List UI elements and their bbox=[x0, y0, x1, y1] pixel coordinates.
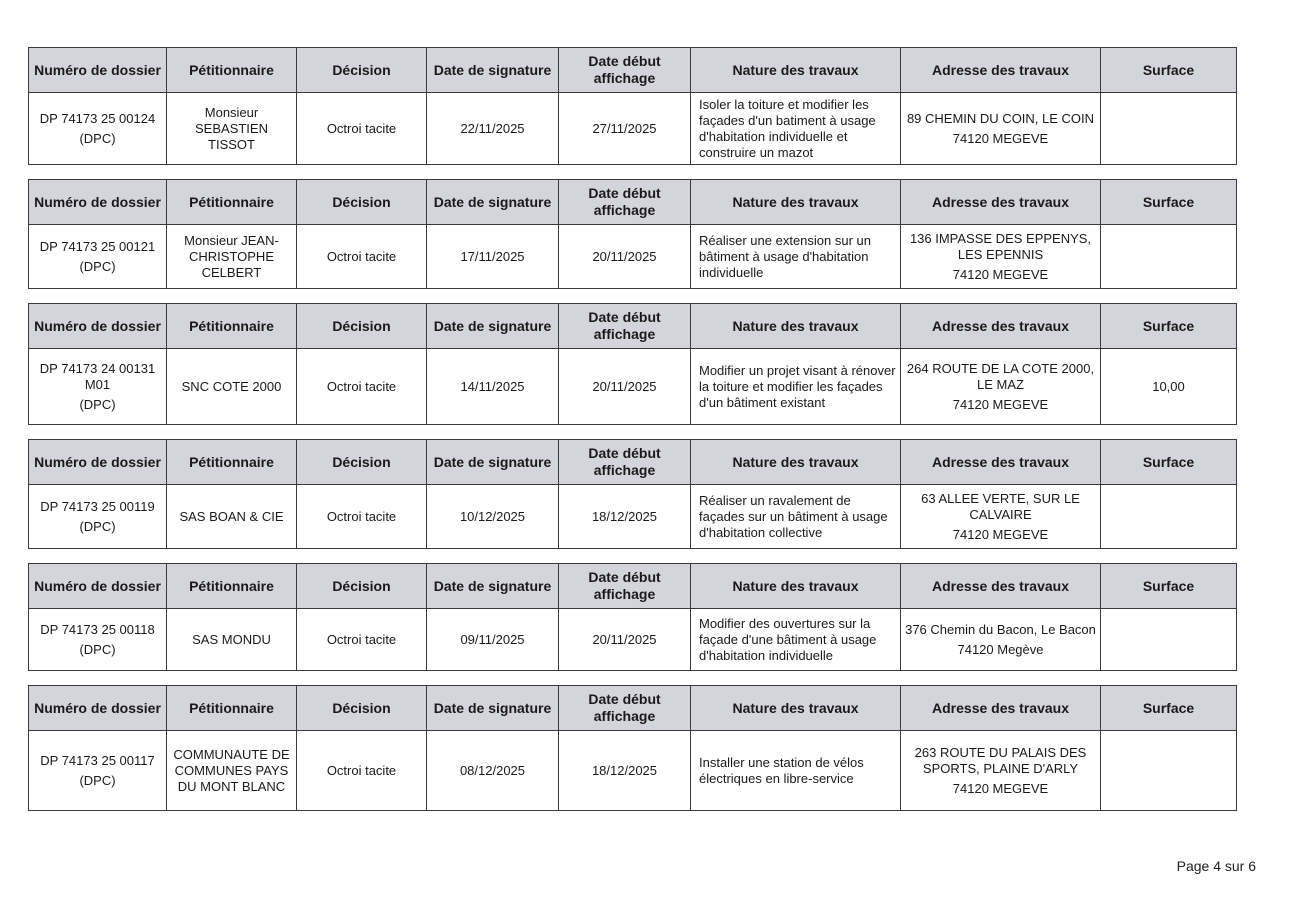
header-date-signature: Date de signature bbox=[427, 304, 559, 349]
cell-nature: Réaliser un ravalement de façades sur un bâtiment à usage d'habitation collective bbox=[691, 485, 901, 549]
header-nature: Nature des travaux bbox=[691, 180, 901, 225]
header-nature: Nature des travaux bbox=[691, 48, 901, 93]
cell-surface: 10,00 bbox=[1101, 349, 1237, 425]
cell-nature: Isoler la toiture et modifier les façades d'un batiment à usage d'habitation individuelle et construire un mazot bbox=[691, 93, 901, 165]
header-nature: Nature des travaux bbox=[691, 440, 901, 485]
cell-date-affichage: 20/11/2025 bbox=[559, 225, 691, 289]
cell-numero bbox=[29, 349, 167, 425]
cell-numero bbox=[29, 225, 167, 289]
header-surface: Surface bbox=[1101, 304, 1237, 349]
cell-decision: Octroi tacite bbox=[297, 731, 427, 811]
header-petitionnaire: Pétitionnaire bbox=[167, 686, 297, 731]
address-city: 74120 MEGEVE bbox=[952, 266, 1049, 282]
address-street: 263 ROUTE DU PALAIS DES SPORTS, PLAINE D'ARLY bbox=[914, 744, 1087, 776]
header-date-affichage: Date début affichage bbox=[559, 686, 691, 731]
header-date-signature: Date de signature bbox=[427, 440, 559, 485]
header-date-affichage: Date début affichage bbox=[559, 48, 691, 93]
header-nature: Nature des travaux bbox=[691, 304, 901, 349]
header-nature: Nature des travaux bbox=[691, 686, 901, 731]
header-decision: Décision bbox=[297, 180, 427, 225]
address-city: 74120 MEGEVE bbox=[952, 780, 1049, 796]
cell-date-signature: 17/11/2025 bbox=[427, 225, 559, 289]
header-surface: Surface bbox=[1101, 686, 1237, 731]
table-row bbox=[29, 731, 1237, 811]
cell-surface bbox=[1101, 731, 1237, 811]
header-date-affichage: Date début affichage bbox=[559, 440, 691, 485]
table-row bbox=[29, 609, 1237, 671]
header-petitionnaire: Pétitionnaire bbox=[167, 564, 297, 609]
header-row bbox=[29, 180, 1237, 225]
address-street: 89 CHEMIN DU COIN, LE COIN bbox=[906, 110, 1095, 126]
header-date-signature: Date de signature bbox=[427, 180, 559, 225]
record-table bbox=[28, 685, 1237, 811]
cell-decision: Octroi tacite bbox=[297, 93, 427, 165]
record-table bbox=[28, 179, 1237, 289]
header-date-signature: Date de signature bbox=[427, 686, 559, 731]
dossier-number: DP 74173 25 00124 bbox=[39, 110, 156, 126]
dossier-type: (DPC) bbox=[79, 641, 116, 657]
header-decision: Décision bbox=[297, 48, 427, 93]
header-surface: Surface bbox=[1101, 180, 1237, 225]
cell-decision: Octroi tacite bbox=[297, 609, 427, 671]
cell-adresse bbox=[901, 609, 1101, 671]
cell-adresse bbox=[901, 731, 1101, 811]
cell-petitionnaire: SAS MONDU bbox=[167, 609, 297, 671]
header-decision: Décision bbox=[297, 564, 427, 609]
cell-decision: Octroi tacite bbox=[297, 485, 427, 549]
record-table bbox=[28, 563, 1237, 671]
cell-petitionnaire: Monsieur JEAN-CHRISTOPHE CELBERT bbox=[167, 225, 297, 289]
record-table bbox=[28, 439, 1237, 549]
table-row bbox=[29, 225, 1237, 289]
address-street: 63 ALLEE VERTE, SUR LE CALVAIRE bbox=[921, 490, 1080, 522]
cell-date-affichage: 18/12/2025 bbox=[559, 485, 691, 549]
cell-date-affichage: 18/12/2025 bbox=[559, 731, 691, 811]
dossier-type: (DPC) bbox=[79, 772, 116, 788]
header-adresse: Adresse des travaux bbox=[901, 440, 1101, 485]
cell-adresse bbox=[901, 225, 1101, 289]
header-adresse: Adresse des travaux bbox=[901, 180, 1101, 225]
header-row bbox=[29, 440, 1237, 485]
records-list bbox=[28, 47, 1236, 825]
address-street: 136 IMPASSE DES EPPENYS, LES EPENNIS bbox=[909, 230, 1092, 262]
header-date-affichage: Date début affichage bbox=[559, 564, 691, 609]
table-row bbox=[29, 485, 1237, 549]
header-decision: Décision bbox=[297, 304, 427, 349]
dossier-number: DP 74173 25 00121 bbox=[39, 238, 156, 254]
header-date-affichage: Date début affichage bbox=[559, 304, 691, 349]
dossier-type: (DPC) bbox=[79, 518, 116, 534]
dossier-number: DP 74173 25 00119 bbox=[40, 498, 155, 514]
header-petitionnaire: Pétitionnaire bbox=[167, 48, 297, 93]
header-adresse: Adresse des travaux bbox=[901, 304, 1101, 349]
header-row bbox=[29, 564, 1237, 609]
dossier-type: (DPC) bbox=[79, 396, 116, 412]
address-city: 74120 MEGEVE bbox=[952, 526, 1049, 542]
cell-numero bbox=[29, 731, 167, 811]
header-numero: Numéro de dossier bbox=[29, 564, 167, 609]
header-date-signature: Date de signature bbox=[427, 48, 559, 93]
header-numero: Numéro de dossier bbox=[29, 440, 167, 485]
cell-date-affichage: 20/11/2025 bbox=[559, 609, 691, 671]
dossier-number: DP 74173 25 00117 bbox=[40, 752, 155, 768]
cell-date-affichage: 27/11/2025 bbox=[559, 93, 691, 165]
cell-numero bbox=[29, 93, 167, 165]
cell-numero bbox=[29, 609, 167, 671]
header-surface: Surface bbox=[1101, 440, 1237, 485]
header-numero: Numéro de dossier bbox=[29, 304, 167, 349]
address-street: 264 ROUTE DE LA COTE 2000, LE MAZ bbox=[906, 360, 1095, 392]
header-nature: Nature des travaux bbox=[691, 564, 901, 609]
cell-nature: Modifier un projet visant à rénover la toiture et modifier les façades d'un bâtiment existant bbox=[691, 349, 901, 425]
cell-date-signature: 14/11/2025 bbox=[427, 349, 559, 425]
cell-petitionnaire: COMMUNAUTE DE COMMUNES PAYS DU MONT BLANC bbox=[167, 731, 297, 811]
cell-petitionnaire: Monsieur SEBASTIEN TISSOT bbox=[167, 93, 297, 165]
address-city: 74120 MEGEVE bbox=[952, 396, 1049, 412]
cell-nature: Installer une station de vélos électriques en libre-service bbox=[691, 731, 901, 811]
cell-decision: Octroi tacite bbox=[297, 349, 427, 425]
header-decision: Décision bbox=[297, 686, 427, 731]
record-table bbox=[28, 47, 1237, 165]
cell-surface bbox=[1101, 225, 1237, 289]
dossier-type: (DPC) bbox=[79, 258, 116, 274]
address-street: 376 Chemin du Bacon, Le Bacon bbox=[905, 621, 1096, 637]
page-number: Page 4 sur 6 bbox=[1176, 858, 1256, 874]
header-row bbox=[29, 48, 1237, 93]
header-surface: Surface bbox=[1101, 48, 1237, 93]
header-numero: Numéro de dossier bbox=[29, 48, 167, 93]
cell-date-signature: 22/11/2025 bbox=[427, 93, 559, 165]
cell-surface bbox=[1101, 485, 1237, 549]
cell-adresse bbox=[901, 349, 1101, 425]
cell-petitionnaire: SNC COTE 2000 bbox=[167, 349, 297, 425]
cell-surface bbox=[1101, 93, 1237, 165]
address-city: 74120 Megève bbox=[957, 641, 1044, 657]
cell-date-affichage: 20/11/2025 bbox=[559, 349, 691, 425]
cell-date-signature: 08/12/2025 bbox=[427, 731, 559, 811]
cell-numero bbox=[29, 485, 167, 549]
header-row bbox=[29, 686, 1237, 731]
header-numero: Numéro de dossier bbox=[29, 686, 167, 731]
header-decision: Décision bbox=[297, 440, 427, 485]
cell-nature: Modifier des ouvertures sur la façade d'une bâtiment à usage d'habitation individuelle bbox=[691, 609, 901, 671]
header-adresse: Adresse des travaux bbox=[901, 564, 1101, 609]
dossier-number: DP 74173 25 00118 bbox=[40, 621, 155, 637]
header-adresse: Adresse des travaux bbox=[901, 48, 1101, 93]
cell-decision: Octroi tacite bbox=[297, 225, 427, 289]
cell-nature: Réaliser une extension sur un bâtiment à usage d'habitation individuelle bbox=[691, 225, 901, 289]
table-row bbox=[29, 93, 1237, 165]
header-surface: Surface bbox=[1101, 564, 1237, 609]
header-date-affichage: Date début affichage bbox=[559, 180, 691, 225]
address-city: 74120 MEGEVE bbox=[952, 130, 1049, 146]
dossier-type: (DPC) bbox=[79, 130, 116, 146]
header-numero: Numéro de dossier bbox=[29, 180, 167, 225]
record-table bbox=[28, 303, 1237, 425]
cell-date-signature: 09/11/2025 bbox=[427, 609, 559, 671]
header-petitionnaire: Pétitionnaire bbox=[167, 180, 297, 225]
header-petitionnaire: Pétitionnaire bbox=[167, 304, 297, 349]
header-petitionnaire: Pétitionnaire bbox=[167, 440, 297, 485]
header-date-signature: Date de signature bbox=[427, 564, 559, 609]
cell-adresse bbox=[901, 93, 1101, 165]
cell-date-signature: 10/12/2025 bbox=[427, 485, 559, 549]
cell-surface bbox=[1101, 609, 1237, 671]
header-row bbox=[29, 304, 1237, 349]
dossier-number: DP 74173 24 00131 M01 bbox=[39, 360, 156, 392]
cell-petitionnaire: SAS BOAN & CIE bbox=[167, 485, 297, 549]
table-row bbox=[29, 349, 1237, 425]
header-adresse: Adresse des travaux bbox=[901, 686, 1101, 731]
cell-adresse bbox=[901, 485, 1101, 549]
